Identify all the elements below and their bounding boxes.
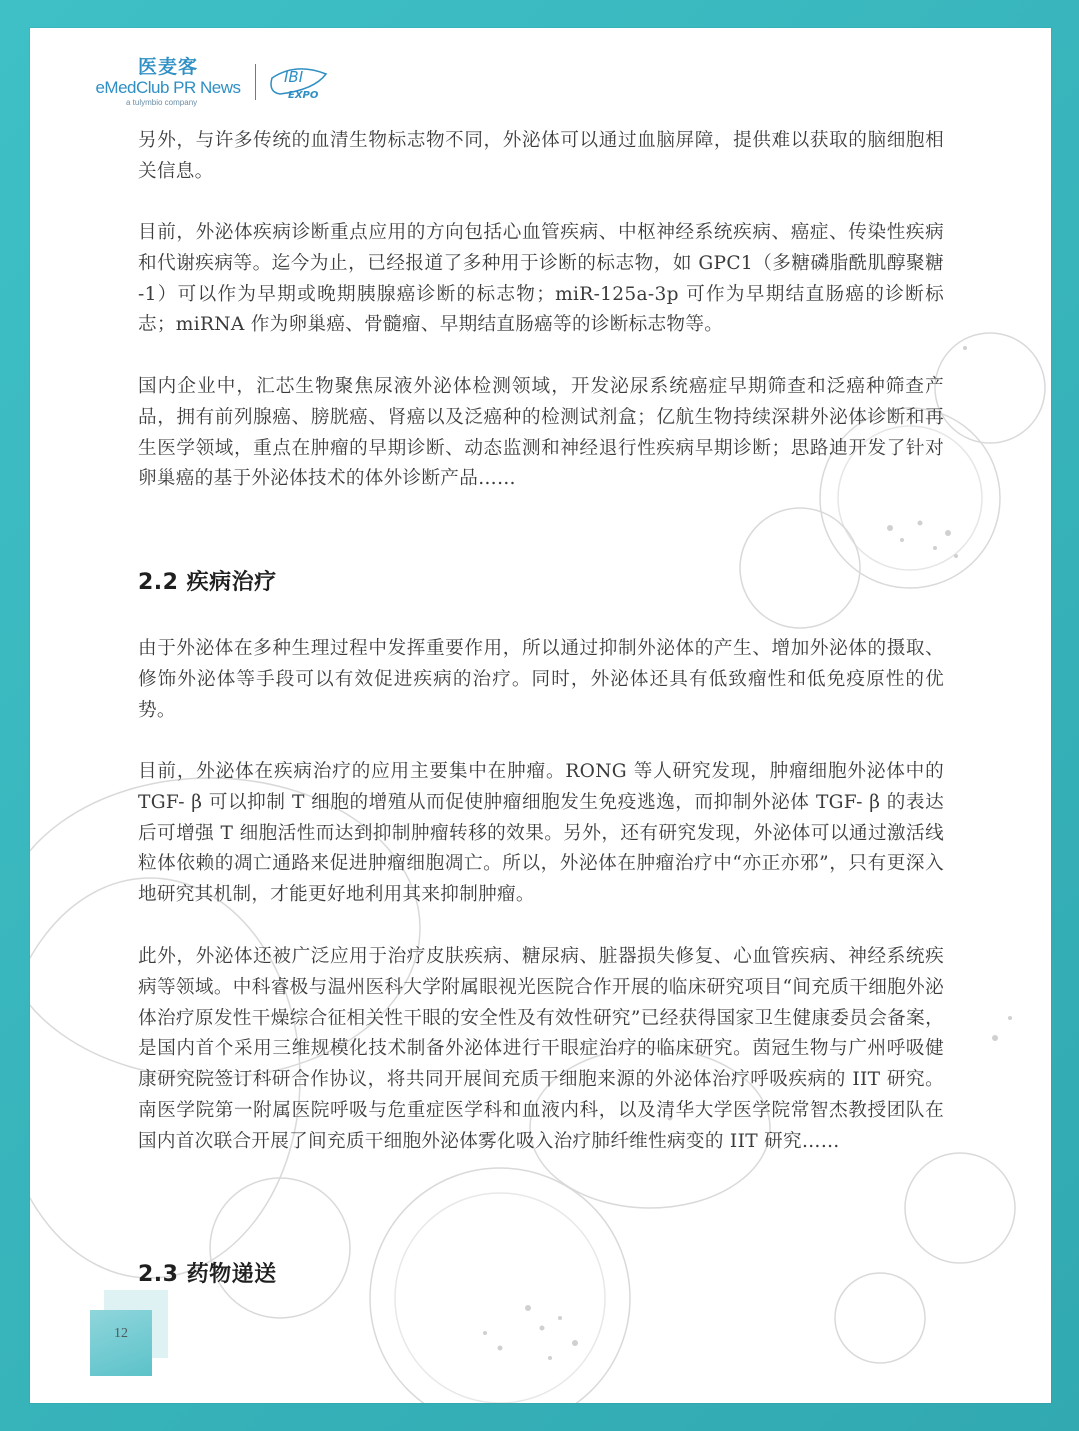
logo-divider (255, 64, 256, 100)
page-tab-block (90, 1310, 152, 1376)
paragraph-blood-brain-barrier: 另外，与许多传统的血清生物标志物不同，外泌体可以通过血脑屏障，提供难以获取的脑细胞相关信息。 (138, 130, 944, 182)
paragraph-diagnosis-markers: 目前，外泌体疾病诊断重点应用的方向包括心血管疾病、中枢神经系统疾病、癌症、传染性疾病和代谢疾病等。迄今为止，已经报道了多种用于诊断的标志物，如 GPC1（多糖磷脂酰肌醇聚糖 -1）可以作为早期或晚期胰腺癌诊断的标志物；miR-125a-3p 可作为早期结直肠癌的诊断标志；miRNA 作为卵巢癌、骨髓瘤、早期结直肠癌等的诊断标志物等。 (138, 222, 944, 336)
expo-logo-bottom: EXPO (288, 90, 319, 101)
expo-logo-top: IBI (284, 68, 304, 86)
logo-en-text: eMedClub PR News (95, 78, 241, 97)
logo-tagline: a tulymbio company (126, 98, 198, 107)
section-heading-2-2: 2.2 疾病治疗 (138, 570, 277, 595)
ibi-expo-logo (266, 60, 336, 108)
paragraph-domestic-companies: 国内企业中，汇芯生物聚焦尿液外泌体检测领域，开发泌尿系统癌症早期筛查和泛癌种筛查产品，拥有前列腺癌、膀胱癌、肾癌以及泛癌种的检测试剂盒；亿航生物持续深耕外泌体诊断和再生医学领域，重点在肿瘤的早期诊断、动态监测和神经退行性疾病早期诊断；思路迪开发了针对卵巢癌的基于外泌体技术的体外诊断产品…… (138, 376, 944, 490)
paragraph-tumor-therapy: 目前，外泌体在疾病治疗的应用主要集中在肿瘤。RONG 等人研究发现，肿瘤细胞外泌体中的 TGF- β 可以抑制 T 细胞的增殖从而促使肿瘤细胞发生免疫逃逸，而抑制外泌体 TGF- β 的表达后可增强 T 细胞活性而达到抑制肿瘤转移的效果。另外，还有研究发现，外泌体可以通过激活线粒体依赖的凋亡通路来促进肿瘤细胞凋亡。所以，外泌体在肿瘤治疗中“亦正亦邪”，只有更深入地研究其机制，才能更好地利用其来抑制肿瘤。 (138, 761, 944, 906)
paragraph-therapy-intro: 由于外泌体在多种生理过程中发挥重要作用，所以通过抑制外泌体的产生、增加外泌体的摄取、修饰外泌体等手段可以有效促进疾病的治疗。同时，外泌体还具有低致瘤性和低免疫原性的优势。 (138, 638, 944, 721)
page-number-tab (90, 1290, 168, 1376)
logo-cn-text: 医麦客 (137, 56, 198, 78)
document-page (30, 28, 1051, 1403)
section-heading-2-3: 2.3 药物递送 (138, 1262, 277, 1287)
page-number: 12 (114, 1326, 128, 1341)
paragraph-other-therapies: 此外，外泌体还被广泛应用于治疗皮肤疾病、糖尿病、脏器损失修复、心血管疾病、神经系统疾病等领域。中科睿极与温州医科大学附属眼视光医院合作开展的临床研究项目“间充质干细胞外泌体治疗原发性干燥综合征相关性干眼的安全性及有效性研究”已经获得国家卫生健康委员会备案，是国内首个采用三维规模化技术制备外泌体进行干眼症治疗的临床研究。茵冠生物与广州呼吸健康研究院签订科研合作协议，将共同开展间充质干细胞来源的外泌体治疗呼吸疾病的 IIT 研究。南医学院第一附属医院呼吸与危重症医学科和血液内科，以及清华大学医学院常智杰教授团队在国内首次联合开展了间充质干细胞外泌体雾化吸入治疗肺纤维性病变的 IIT 研究…… (138, 946, 944, 1152)
header-logos (88, 56, 388, 128)
emedclub-logo (88, 56, 248, 108)
